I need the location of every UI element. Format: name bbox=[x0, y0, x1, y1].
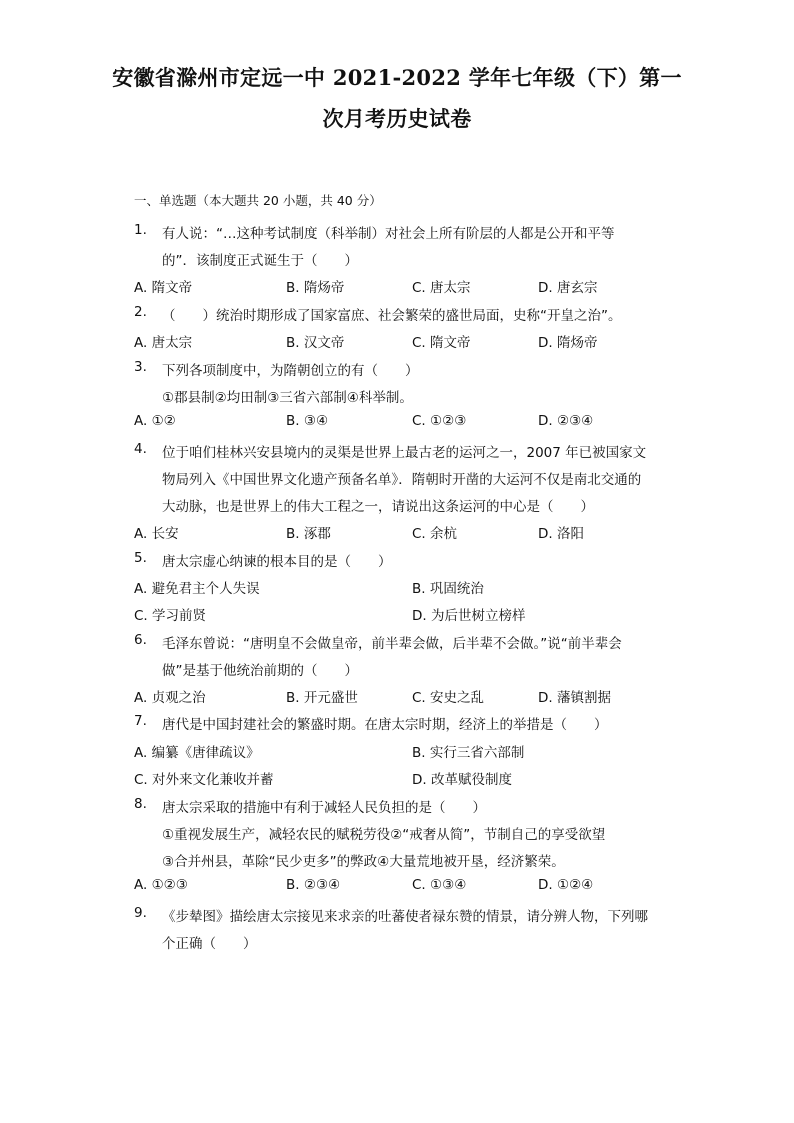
option-d: D. 改革赋役制度 bbox=[412, 772, 512, 788]
option-b: B. ②③④ bbox=[286, 877, 341, 893]
option-d: D. 唐玄宗 bbox=[538, 280, 598, 296]
question-text: 的”．该制度正式诞生于（ ） bbox=[162, 253, 358, 269]
option-d: D. 藩镇割据 bbox=[538, 690, 611, 706]
option-a: A. 长安 bbox=[134, 526, 179, 542]
option-a: A. 隋文帝 bbox=[134, 280, 193, 296]
question-text: 个正确（ ） bbox=[162, 936, 257, 952]
question-text: （ ）统治时期形成了国家富庶、社会繁荣的盛世局面，史称“开皇之治”。 bbox=[162, 308, 622, 324]
option-b: B. 汉文帝 bbox=[286, 335, 345, 351]
question-text: 物局列入《中国世界文化遗产预备名单》．隋朝时开凿的大运河不仅是南北交通的 bbox=[162, 472, 642, 488]
option-d: D. ①②④ bbox=[538, 877, 594, 893]
question-number: 4. bbox=[134, 441, 147, 457]
option-c: C. 安史之乱 bbox=[412, 690, 485, 706]
question-text: ③合并州县，革除“民少吏多”的弊政④大量荒地被开垦，经济繁荣。 bbox=[162, 854, 565, 870]
option-a: A. ①② bbox=[134, 413, 176, 429]
option-a: A. 贞观之治 bbox=[134, 690, 206, 706]
question-text: 下列各项制度中，为隋朝创立的有（ ） bbox=[162, 363, 419, 379]
exam-title-line-1: 安徽省滁州市定远一中 2021-2022 学年七年级（下）第一 bbox=[112, 65, 682, 90]
question-number: 2. bbox=[134, 304, 147, 320]
option-c: C. 隋文帝 bbox=[412, 335, 471, 351]
option-c: C. 余杭 bbox=[412, 526, 458, 542]
option-a: A. 唐太宗 bbox=[134, 335, 193, 351]
option-c: C. 对外来文化兼收并蓄 bbox=[134, 772, 274, 788]
question-text: 大动脉，也是世界上的伟大工程之一，请说出这条运河的中心是（ ） bbox=[162, 499, 594, 515]
question-number: 6. bbox=[134, 632, 147, 648]
question-text: 唐太宗虚心纳谏的根本目的是（ ） bbox=[162, 554, 392, 570]
option-b: B. 巩固统治 bbox=[412, 581, 484, 597]
question-number: 3. bbox=[134, 359, 147, 375]
exam-title-line-2: 次月考历史试卷 bbox=[322, 106, 472, 131]
option-a: A. 编纂《唐律疏议》 bbox=[134, 745, 260, 761]
option-b: B. 实行三省六部制 bbox=[412, 745, 525, 761]
option-d: D. ②③④ bbox=[538, 413, 594, 429]
question-text: 唐代是中国封建社会的繁盛时期。在唐太宗时期，经济上的举措是（ ） bbox=[162, 717, 608, 733]
question-number: 5. bbox=[134, 550, 147, 566]
question-number: 7. bbox=[134, 713, 147, 729]
question-text: 毛泽东曾说：“唐明皇不会做皇帝，前半辈会做，后半辈不会做。”说“前半辈会 bbox=[162, 636, 622, 652]
option-b: B. 开元盛世 bbox=[286, 690, 358, 706]
option-c: C. ①②③ bbox=[412, 413, 467, 429]
question-text: ①郡县制②均田制③三省六部制④科举制。 bbox=[162, 390, 413, 406]
option-d: D. 隋炀帝 bbox=[538, 335, 598, 351]
question-number: 9. bbox=[134, 905, 147, 921]
option-b: B. 涿郡 bbox=[286, 526, 331, 542]
option-d: D. 为后世树立榜样 bbox=[412, 608, 526, 624]
question-text: 《步辇图》描绘唐太宗接见来求亲的吐蕃使者禄东赞的情景，请分辨人物，下列哪 bbox=[162, 909, 648, 925]
option-b: B. 隋炀帝 bbox=[286, 280, 345, 296]
question-number: 1. bbox=[134, 222, 147, 238]
option-b: B. ③④ bbox=[286, 413, 329, 429]
question-text: 唐太宗采取的措施中有利于减轻人民负担的是（ ） bbox=[162, 800, 486, 816]
option-a: A. ①②③ bbox=[134, 877, 188, 893]
question-text: 位于咱们桂林兴安县境内的灵渠是世界上最古老的运河之一，2007 年已被国家文 bbox=[162, 445, 647, 461]
question-text: ①重视发展生产，减轻农民的赋税劳役②“戒奢从简”，节制自己的享受欲望 bbox=[162, 827, 606, 843]
option-c: C. 学习前贤 bbox=[134, 608, 207, 624]
option-a: A. 避免君主个人失误 bbox=[134, 581, 260, 597]
section-header: 一、单选题（本大题共 20 小题，共 40 分） bbox=[134, 193, 382, 208]
question-number: 8. bbox=[134, 796, 147, 812]
question-text: 有人说：“…这种考试制度（科举制）对社会上所有阶层的人都是公开和平等 bbox=[162, 226, 615, 242]
option-c: C. ①③④ bbox=[412, 877, 467, 893]
option-d: D. 洛阳 bbox=[538, 526, 584, 542]
option-c: C. 唐太宗 bbox=[412, 280, 471, 296]
question-text: 做”是基于他统治前期的（ ） bbox=[162, 663, 358, 679]
